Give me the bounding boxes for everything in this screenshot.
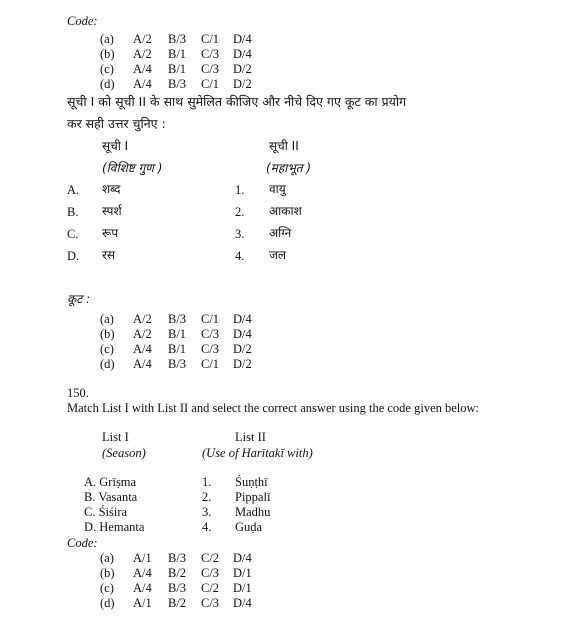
option-row: (a) A/1 B/3 C/2 D/4 (100, 551, 252, 565)
option-row: (c) A/4 B/1 C/3 D/2 (100, 62, 252, 76)
option-row: (b) A/2 B/1 C/3 D/4 (100, 47, 252, 61)
option-row: (d) A/4 B/3 C/1 D/2 (100, 357, 252, 371)
question-number: 150. (67, 386, 89, 400)
code-label: Code: (67, 536, 98, 550)
list1-subheading: (विशिष्ट गुण ) (102, 161, 163, 175)
list1-subheading: (Season) (102, 446, 146, 460)
hindi-question-line1: सूची I को सूची II के साथ सुमेलित कीजिए और नीचे दिए गए कूट का प्रयोग (67, 94, 407, 109)
list2-subheading: (Use of Harītakī with) (202, 446, 313, 460)
option-row: (c) A/4 B/3 C/2 D/1 (100, 581, 252, 595)
code-label: Code: (67, 14, 98, 28)
list2-heading: List II (235, 430, 266, 444)
option-row: (c) A/4 B/1 C/3 D/2 (100, 342, 252, 356)
option-row: (d) A/4 B/3 C/1 D/2 (100, 77, 252, 91)
option-row: (a) A/2 B/3 C/1 D/4 (100, 32, 252, 46)
list1-heading: सूची I (102, 139, 129, 153)
option-row: (b) A/4 B/2 C/3 D/1 (100, 566, 252, 580)
list2-subheading: (महाभूत ) (266, 161, 312, 175)
hindi-question-line2: कर सही उत्तर चुनिए : (67, 116, 166, 131)
option-row: (b) A/2 B/1 C/3 D/4 (100, 327, 252, 341)
option-row: (a) A/2 B/3 C/1 D/4 (100, 312, 252, 326)
list1-heading: List I (102, 430, 129, 444)
question-text: Match List I with List II and select the correct answer using the code given below: (67, 401, 480, 415)
option-row: (d) A/1 B/2 C/3 D/4 (100, 596, 252, 610)
hindi-code-label: कूट : (67, 292, 91, 306)
list2-heading: सूची II (269, 139, 299, 153)
